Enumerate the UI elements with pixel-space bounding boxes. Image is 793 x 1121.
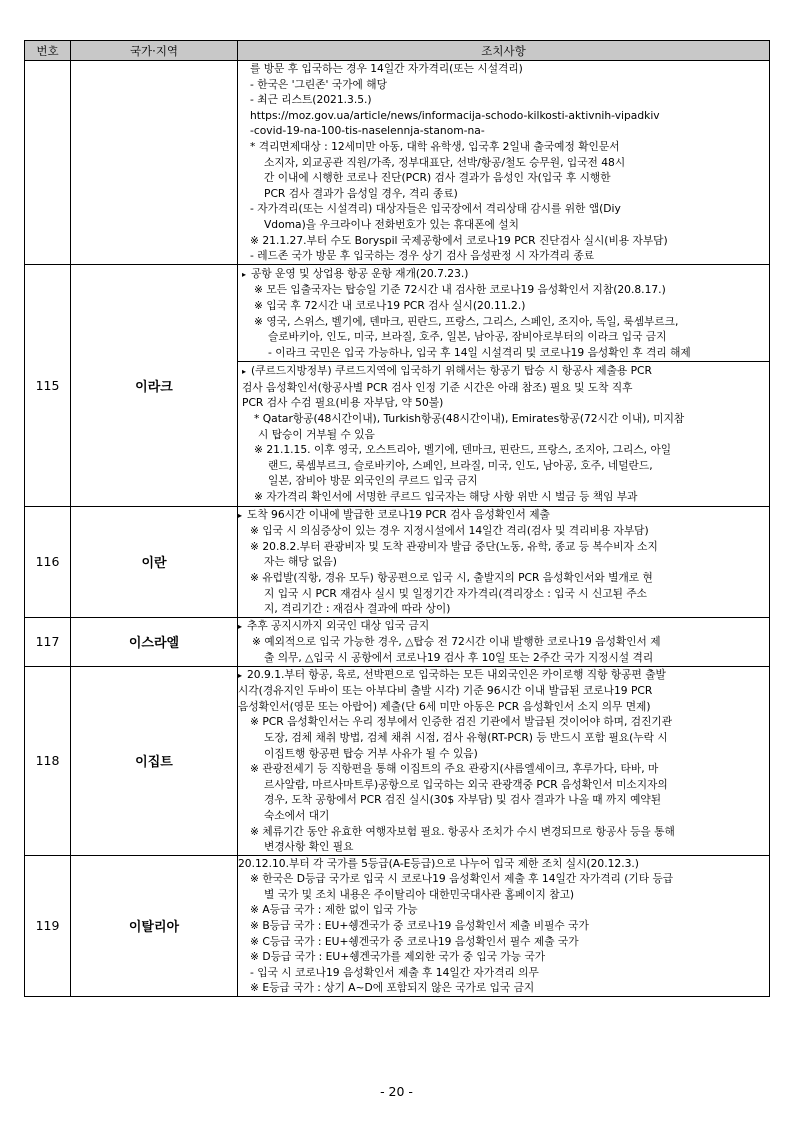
measure-line — [242, 380, 763, 396]
measure-text: ※ 20.8.2.부터 관광비자 및 도착 관광비자 발급 중단(노동, 유학, 종교 등 복수비자 소지 — [250, 539, 658, 553]
measure-line — [238, 965, 769, 981]
measure-text: 자는 해당 없음) — [264, 555, 337, 569]
row-number: 117 — [25, 617, 71, 666]
country-name — [71, 61, 238, 265]
measure-line — [242, 298, 763, 314]
measure-text: 이집트행 항공편 탑승 거부 사유가 될 수 있음) — [264, 746, 478, 760]
measure-text: ※ 예외적으로 입국 가능한 경우, △탑승 전 72시간 이내 발행한 코로나19 음성확인서 제 — [252, 635, 661, 649]
measure-line — [238, 730, 769, 746]
measure-line — [238, 155, 769, 171]
measure-line — [238, 714, 769, 730]
measure-text: 20.12.10.부터 각 국가를 5등급(A-E등급)으로 나누어 입국 제한 조치 실시(20.12.3.) — [238, 856, 639, 870]
measure-text: PCR 검사 수검 필요(비용 자부담, 약 50불) — [242, 396, 444, 410]
measure-text: ※ 21.1.15. 이후 영국, 오스트리아, 벨기에, 덴마크, 핀란드, 프랑스, 조지아, 그리스, 아일 — [254, 443, 672, 457]
measure-text: * 격리면제대상 : 12세미만 아동, 대학 유학생, 입국후 2일내 출국예정 확인문서 — [250, 139, 620, 153]
measure-text: 시각(경유지인 두바이 또는 아부다비 출발 시각) 기준 96시간 이내 발급된 코로나19 PCR — [238, 684, 653, 698]
measure-text: https://moz.gov.ua/article/news/informacija-schodo-kilkosti-aktivnih-vipadkiv — [250, 108, 660, 122]
measure-text: 공항 운영 및 상업용 항공 운항 재개(20.7.23.) — [251, 266, 469, 280]
measure-line — [242, 473, 763, 489]
measure-text: 숙소에서 대기 — [264, 808, 330, 822]
measure-line — [242, 427, 763, 443]
measure-text: ※ A등급 국가 : 제한 없이 입국 가능 — [250, 903, 418, 917]
row-number: 116 — [25, 506, 71, 617]
measure-line — [238, 634, 769, 650]
measure-text: Vdoma)을 우크라이나 전화번호가 있는 휴대폰에 설치 — [264, 217, 519, 231]
table-row — [25, 506, 770, 617]
measure-line — [238, 123, 769, 139]
measure-text: 소지자, 외교공관 직원/가족, 정부대표단, 선박/항공/철도 승무원, 입국전 48시 — [264, 155, 626, 169]
measures-cell — [238, 264, 770, 506]
measure-line — [238, 949, 769, 965]
measure-block — [238, 667, 769, 855]
measure-line — [238, 61, 769, 77]
measure-line — [238, 699, 769, 715]
measure-line — [238, 139, 769, 155]
measure-text: ※ 체류기간 동안 유효한 여행자보험 필요. 항공사 조치가 수시 변경되므로 항공사 등을 통해 — [250, 824, 675, 838]
measure-block — [238, 856, 769, 996]
measure-line — [242, 442, 763, 458]
measure-text: 지, 격리기간 : 재검사 결과에 따라 상이) — [264, 602, 451, 616]
measure-line — [238, 523, 769, 539]
measure-text: - 한국은 '그린존' 국가에 해당 — [250, 77, 387, 91]
measure-line — [238, 871, 769, 887]
measure-text: ※ B등급 국가 : EU+쉥겐국가 중 코로나19 음성확인서 제출 비필수 국가 — [250, 919, 589, 933]
measure-line — [238, 856, 769, 872]
table-row — [25, 855, 770, 996]
measure-text: 르사알람, 마르사마트루)공항으로 입국하는 외국 관광객중 PCR 음성확인서 미소지자의 — [264, 777, 668, 791]
measure-line — [238, 570, 769, 586]
page-number: - 20 - — [380, 1084, 413, 1099]
measure-text: 출 의무, △입국 시 공항에서 코로나19 검사 후 10일 또는 2주간 국가 지정시설 격리 — [264, 650, 654, 664]
table-row — [25, 666, 770, 855]
measure-text: * Qatar항공(48시간이내), Turkish항공(48시간이내), Emirates항공(72시간 이내), 미지참 — [254, 412, 685, 426]
measure-line — [238, 618, 769, 635]
measure-line — [242, 458, 763, 474]
country-name: 이라크 — [71, 264, 238, 506]
country-name: 이탈리아 — [71, 855, 238, 996]
measure-line — [238, 824, 769, 840]
header-measures: 조치사항 — [238, 41, 770, 61]
table-row — [25, 264, 770, 506]
measure-line — [238, 839, 769, 855]
arrow-bullet-icon: ▸ — [242, 269, 247, 279]
measure-text: ※ E등급 국가 : 상기 A~D에 포함되지 않은 국가로 입국 금지 — [250, 981, 535, 995]
arrow-bullet-icon: ▸ — [238, 510, 243, 520]
measure-text: ※ 한국은 D등급 국가로 입국 시 코로나19 음성확인서 제출 후 14일간 자가격리 (기타 등급 — [250, 872, 674, 886]
measure-line — [242, 489, 763, 505]
table-row — [25, 61, 770, 265]
measure-text: ※ D등급 국가 : EU+쉥겐국가를 제외한 국가 중 입국 가능 국가 — [250, 950, 546, 964]
measure-line — [238, 667, 769, 684]
measure-text: 간 이내에 시행한 코로나 진단(PCR) 검사 결과가 음성인 자(입국 후 시행한 — [264, 171, 611, 185]
row-number — [25, 61, 71, 265]
measure-line — [238, 233, 769, 249]
measure-text: 20.9.1.부터 항공, 육로, 선박편으로 입국하는 모든 내외국인은 카이로행 직항 항공편 출발 — [247, 667, 666, 681]
measure-line — [238, 777, 769, 793]
measure-line — [238, 746, 769, 762]
header-number: 번호 — [25, 41, 71, 61]
measure-text: ※ 자가격리 확인서에 서명한 쿠르드 입국자는 해당 사항 위반 시 벌금 등 책임 부과 — [254, 490, 638, 504]
measure-text: 도장, 검체 채취 방법, 검체 채취 시점, 검사 유형(RT-PCR) 등 반드시 포함 필요(누락 시 — [264, 730, 668, 744]
measure-text: 를 방문 후 입국하는 경우 14일간 자가격리(또는 시설격리) — [250, 62, 523, 75]
measure-text: PCR 검사 결과가 음성일 경우, 격리 종료) — [264, 186, 458, 200]
measure-line — [238, 554, 769, 570]
measure-text: ※ 관광전세기 등 직항편을 통해 이집트의 주요 관광지(샤름엘셰이크, 후루가다, 타바, 마 — [250, 762, 659, 776]
measures-table — [24, 40, 770, 997]
measure-text: ※ 입국 시 의심증상이 있는 경우 지정시설에서 14일간 격리(검사 및 격리비용 자부담) — [250, 524, 649, 538]
measure-text: - 이라크 국민은 입국 가능하나, 입국 후 14일 시설격리 및 코로나19 음성확인 후 격리 해제 — [268, 345, 691, 359]
measure-text: 랜드, 룩셈부르크, 슬로바키아, 스페인, 브라질, 미국, 인도, 남아공, 호주, 네덜란드, — [268, 458, 653, 472]
measures-cell — [238, 617, 770, 666]
measure-line — [238, 170, 769, 186]
table-header-row — [25, 41, 770, 61]
measure-line — [242, 282, 763, 298]
country-name: 이집트 — [71, 666, 238, 855]
measure-line — [242, 329, 763, 345]
measure-text: 추후 공지시까지 외국인 대상 입국 금지 — [247, 618, 430, 632]
measure-text: ※ 유럽발(직항, 경유 모두) 항공편으로 입국 시, 출발지의 PCR 음성확인서와 별개로 현 — [250, 571, 653, 584]
measure-text: - 레드존 국가 방문 후 입국하는 경우 상기 검사 음성판정 시 자가격리 종료 — [250, 249, 595, 263]
measure-block — [238, 618, 769, 666]
measure-line — [242, 411, 763, 427]
measure-line — [238, 934, 769, 950]
measure-line — [238, 601, 769, 617]
measure-line — [238, 792, 769, 808]
measures-cell — [238, 855, 770, 996]
measure-line — [238, 92, 769, 108]
measure-line — [238, 108, 769, 124]
measure-line — [238, 77, 769, 93]
measure-line — [238, 761, 769, 777]
measure-line — [238, 248, 769, 264]
measure-text: 도착 96시간 이내에 발급한 코로나19 PCR 검사 음성확인서 제출 — [247, 507, 550, 521]
country-name: 이란 — [71, 506, 238, 617]
measure-text: 지 입국 시 PCR 재검사 실시 및 일정기간 자가격리(격리장소 : 입국 시 신고된 주소 — [264, 586, 647, 600]
measure-text: 시 탑승이 거부될 수 있음 — [258, 427, 375, 441]
measure-text: 경우, 도착 공항에서 PCR 검진 실시(30$ 자부담) 및 검사 결과가 나올 때 까지 예약된 — [264, 793, 662, 807]
measure-text: - 최근 리스트(2021.3.5.) — [250, 93, 372, 107]
measure-text: ※ 영국, 스위스, 벨기에, 덴마크, 핀란드, 프랑스, 그리스, 스페인, 조지아, 독일, 룩셈부르크, — [254, 314, 679, 328]
measure-text: 변경사항 확인 필요 — [264, 840, 354, 854]
measure-line — [238, 887, 769, 903]
measure-text: - 자가격리(또는 시설격리) 대상자들은 입국장에서 격리상태 감시를 위한 앱(Diy — [250, 202, 621, 216]
measure-line — [242, 345, 763, 361]
measure-line — [238, 586, 769, 602]
measure-text: (쿠르드지방정부) 쿠르드지역에 입국하기 위해서는 항공기 탑승 시 항공사 제출용 PCR — [251, 364, 652, 378]
measures-cell — [238, 666, 770, 855]
measure-line — [238, 980, 769, 996]
measure-line — [238, 217, 769, 233]
measure-line — [238, 918, 769, 934]
measure-line — [238, 650, 769, 666]
arrow-bullet-icon: ▸ — [238, 670, 243, 680]
measure-text: 슬로바키아, 인도, 미국, 브라질, 호주, 일본, 남아공, 잠비아로부터의 이라크 입국 금지 — [268, 330, 667, 344]
measure-text: - 입국 시 코로나19 음성확인서 제출 후 14일간 자가격리 의무 — [250, 965, 539, 979]
measure-text: ※ 입국 후 72시간 내 코로나19 PCR 검사 실시(20.11.2.) — [254, 298, 526, 312]
measures-cell — [238, 506, 770, 617]
measure-text: 별 국가 및 조치 내용은 주이탈리아 대한민국대사관 홈페이지 참고) — [264, 887, 575, 901]
measure-text: ※ PCR 음성확인서는 우리 정부에서 인증한 검진 기관에서 발급된 것이어야 하며, 검진기관 — [250, 715, 673, 729]
measure-line — [242, 395, 763, 411]
measure-text: -covid-19-na-100-tis-naselennja-stanom-na- — [250, 124, 485, 138]
measures-cell — [238, 61, 770, 265]
measure-line — [238, 683, 769, 699]
measure-text: ※ 모든 입출국자는 탑승일 기준 72시간 내 검사한 코로나19 음성확인서 지참(20.8.17.) — [254, 283, 666, 297]
measure-line — [242, 314, 763, 330]
row-number: 118 — [25, 666, 71, 855]
measure-block — [238, 507, 769, 617]
row-number: 115 — [25, 264, 71, 506]
arrow-bullet-icon: ▸ — [238, 621, 243, 631]
measure-text: ※ C등급 국가 : EU+쉥겐국가 중 코로나19 음성확인서 필수 제출 국가 — [250, 934, 579, 948]
measure-block — [238, 361, 769, 505]
measure-line — [238, 808, 769, 824]
measure-line — [238, 902, 769, 918]
row-number: 119 — [25, 855, 71, 996]
measure-text: 검사 음성확인서(항공사별 PCR 검사 인정 기준 시간은 아래 참조) 필요 및 도착 직후 — [242, 380, 633, 394]
measure-line — [238, 507, 769, 524]
measure-text: 일본, 잠비아 방문 외국인의 쿠르드 입국 금지 — [268, 474, 478, 488]
measure-text: ※ 21.1.27.부터 수도 Boryspil 국제공항에서 코로나19 PCR 진단검사 실시(비용 자부담) — [250, 233, 668, 247]
measure-line — [238, 186, 769, 202]
measure-line — [242, 363, 763, 380]
measure-block — [238, 61, 769, 264]
measure-line — [238, 539, 769, 555]
country-name: 이스라엘 — [71, 617, 238, 666]
measure-line — [238, 201, 769, 217]
measure-line — [242, 266, 763, 283]
measure-text: 음성확인서(영문 또는 아랍어) 제출(단 6세 미만 아동은 PCR 음성확인서 소지 의무 면제) — [238, 699, 651, 713]
header-country: 국가·지역 — [71, 41, 238, 61]
arrow-bullet-icon: ▸ — [242, 367, 247, 377]
table-row — [25, 617, 770, 666]
measure-block — [238, 265, 769, 362]
